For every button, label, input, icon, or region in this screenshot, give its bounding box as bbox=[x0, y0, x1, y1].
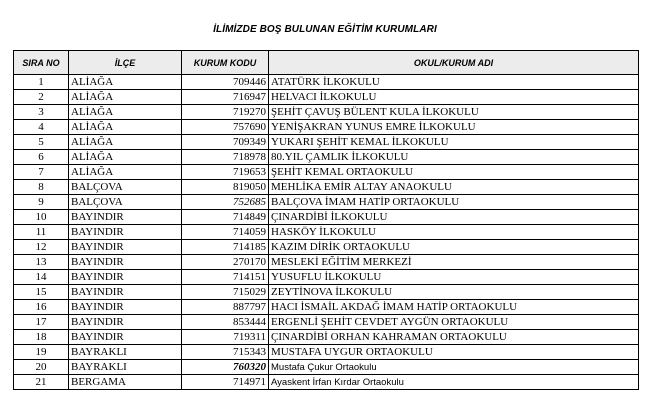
cell-sira-no: 14 bbox=[14, 270, 69, 285]
cell-sira-no: 8 bbox=[14, 180, 69, 195]
cell-sira-no: 10 bbox=[14, 210, 69, 225]
cell-ilce: ALİAĞA bbox=[69, 150, 182, 165]
cell-kurum-kodu: 714059 bbox=[182, 225, 269, 240]
table-row bbox=[14, 195, 639, 210]
cell-ilce: BAYINDIR bbox=[69, 210, 182, 225]
cell-kurum-kodu: 853444 bbox=[182, 315, 269, 330]
table-row bbox=[14, 270, 639, 285]
cell-okul-kurum-adi: YENİŞAKRAN YUNUS EMRE İLKOKULU bbox=[269, 120, 639, 135]
cell-sira-no: 1 bbox=[14, 75, 69, 90]
cell-ilce: BAYINDIR bbox=[69, 315, 182, 330]
table-row bbox=[14, 360, 639, 375]
cell-okul-kurum-adi: HACI İSMAİL AKDAĞ İMAM HATİP ORTAOKULU bbox=[269, 300, 639, 315]
header-okul-kurum-adi: OKUL/KURUM ADI bbox=[269, 51, 639, 75]
table-body bbox=[14, 75, 639, 390]
cell-sira-no: 3 bbox=[14, 105, 69, 120]
table-row bbox=[14, 225, 639, 240]
cell-okul-kurum-adi: ZEYTİNOVA İLKOKULU bbox=[269, 285, 639, 300]
schools-table bbox=[13, 50, 639, 390]
table-row bbox=[14, 120, 639, 135]
cell-sira-no: 16 bbox=[14, 300, 69, 315]
cell-kurum-kodu: 757690 bbox=[182, 120, 269, 135]
cell-kurum-kodu: 714971 bbox=[182, 375, 269, 390]
cell-kurum-kodu: 718978 bbox=[182, 150, 269, 165]
cell-sira-no: 20 bbox=[14, 360, 69, 375]
table-row bbox=[14, 105, 639, 120]
table-row bbox=[14, 150, 639, 165]
cell-kurum-kodu: 887797 bbox=[182, 300, 269, 315]
cell-okul-kurum-adi: Mustafa Çukur Ortaokulu bbox=[269, 360, 639, 375]
cell-okul-kurum-adi: Ayaskent İrfan Kırdar Ortaokulu bbox=[269, 375, 639, 390]
cell-sira-no: 17 bbox=[14, 315, 69, 330]
cell-sira-no: 7 bbox=[14, 165, 69, 180]
cell-sira-no: 15 bbox=[14, 285, 69, 300]
cell-okul-kurum-adi: YUSUFLU İLKOKULU bbox=[269, 270, 639, 285]
cell-kurum-kodu: 719311 bbox=[182, 330, 269, 345]
table-row bbox=[14, 135, 639, 150]
cell-ilce: ALİAĞA bbox=[69, 135, 182, 150]
cell-kurum-kodu: 715343 bbox=[182, 345, 269, 360]
cell-ilce: BAYINDIR bbox=[69, 300, 182, 315]
cell-okul-kurum-adi: MESLEKİ EĞİTİM MERKEZİ bbox=[269, 255, 639, 270]
header-ilce: İLÇE bbox=[69, 51, 182, 75]
cell-kurum-kodu: 714151 bbox=[182, 270, 269, 285]
cell-ilce: BAYINDIR bbox=[69, 225, 182, 240]
cell-kurum-kodu: 760320 bbox=[182, 360, 269, 375]
table-row bbox=[14, 255, 639, 270]
cell-kurum-kodu: 719653 bbox=[182, 165, 269, 180]
table-row bbox=[14, 240, 639, 255]
cell-okul-kurum-adi: ŞEHİT KEMAL ORTAOKULU bbox=[269, 165, 639, 180]
cell-sira-no: 2 bbox=[14, 90, 69, 105]
cell-ilce: BERGAMA bbox=[69, 375, 182, 390]
cell-okul-kurum-adi: YUKARI ŞEHİT KEMAL İLKOKULU bbox=[269, 135, 639, 150]
cell-sira-no: 6 bbox=[14, 150, 69, 165]
cell-sira-no: 11 bbox=[14, 225, 69, 240]
table-row bbox=[14, 315, 639, 330]
cell-sira-no: 13 bbox=[14, 255, 69, 270]
header-kurum-kodu: KURUM KODU bbox=[182, 51, 269, 75]
cell-kurum-kodu: 719270 bbox=[182, 105, 269, 120]
cell-okul-kurum-adi: HASKÖY İLKOKULU bbox=[269, 225, 639, 240]
table-row bbox=[14, 300, 639, 315]
cell-ilce: BAYRAKLI bbox=[69, 345, 182, 360]
cell-ilce: BAYINDIR bbox=[69, 255, 182, 270]
cell-kurum-kodu: 714849 bbox=[182, 210, 269, 225]
table-row bbox=[14, 165, 639, 180]
cell-sira-no: 21 bbox=[14, 375, 69, 390]
cell-okul-kurum-adi: ÇINARDİBİ ORHAN KAHRAMAN ORTAOKULU bbox=[269, 330, 639, 345]
page-title: İLİMİZDE BOŞ BULUNAN EĞİTİM KURUMLARI bbox=[213, 24, 437, 35]
table-row bbox=[14, 75, 639, 90]
cell-sira-no: 5 bbox=[14, 135, 69, 150]
cell-okul-kurum-adi: ŞEHİT ÇAVUŞ BÜLENT KULA İLKOKULU bbox=[269, 105, 639, 120]
cell-okul-kurum-adi: KAZIM DİRİK ORTAOKULU bbox=[269, 240, 639, 255]
cell-ilce: BALÇOVA bbox=[69, 195, 182, 210]
cell-ilce: ALİAĞA bbox=[69, 90, 182, 105]
cell-okul-kurum-adi: ÇINARDİBİ İLKOKULU bbox=[269, 210, 639, 225]
cell-ilce: BAYINDIR bbox=[69, 330, 182, 345]
cell-sira-no: 19 bbox=[14, 345, 69, 360]
cell-okul-kurum-adi: MUSTAFA UYGUR ORTAOKULU bbox=[269, 345, 639, 360]
cell-okul-kurum-adi: BALÇOVA İMAM HATİP ORTAOKULU bbox=[269, 195, 639, 210]
cell-ilce: BAYRAKLI bbox=[69, 360, 182, 375]
cell-ilce: BAYINDIR bbox=[69, 285, 182, 300]
table-row bbox=[14, 375, 639, 390]
cell-ilce: BAYINDIR bbox=[69, 240, 182, 255]
cell-ilce: BALÇOVA bbox=[69, 180, 182, 195]
table-row bbox=[14, 90, 639, 105]
table-row bbox=[14, 180, 639, 195]
cell-sira-no: 18 bbox=[14, 330, 69, 345]
cell-okul-kurum-adi: ERGENLİ ŞEHİT CEVDET AYGÜN ORTAOKULU bbox=[269, 315, 639, 330]
cell-kurum-kodu: 716947 bbox=[182, 90, 269, 105]
cell-kurum-kodu: 715029 bbox=[182, 285, 269, 300]
cell-ilce: ALİAĞA bbox=[69, 120, 182, 135]
cell-kurum-kodu: 819050 bbox=[182, 180, 269, 195]
table-row bbox=[14, 285, 639, 300]
table-row bbox=[14, 330, 639, 345]
table-header-row bbox=[14, 51, 639, 75]
cell-sira-no: 9 bbox=[14, 195, 69, 210]
cell-kurum-kodu: 752685 bbox=[182, 195, 269, 210]
cell-kurum-kodu: 270170 bbox=[182, 255, 269, 270]
cell-ilce: ALİAĞA bbox=[69, 165, 182, 180]
table-row bbox=[14, 345, 639, 360]
cell-ilce: ALİAĞA bbox=[69, 105, 182, 120]
cell-okul-kurum-adi: 80.YIL ÇAMLIK İLKOKULU bbox=[269, 150, 639, 165]
table-row bbox=[14, 210, 639, 225]
header-sira-no: SIRA NO bbox=[14, 51, 69, 75]
cell-okul-kurum-adi: ATATÜRK İLKOKULU bbox=[269, 75, 639, 90]
cell-sira-no: 4 bbox=[14, 120, 69, 135]
cell-kurum-kodu: 709446 bbox=[182, 75, 269, 90]
cell-ilce: BAYINDIR bbox=[69, 270, 182, 285]
cell-sira-no: 12 bbox=[14, 240, 69, 255]
cell-kurum-kodu: 709349 bbox=[182, 135, 269, 150]
cell-okul-kurum-adi: HELVACI İLKOKULU bbox=[269, 90, 639, 105]
cell-kurum-kodu: 714185 bbox=[182, 240, 269, 255]
cell-ilce: ALİAĞA bbox=[69, 75, 182, 90]
cell-okul-kurum-adi: MEHLİKA EMİR ALTAY ANAOKULU bbox=[269, 180, 639, 195]
